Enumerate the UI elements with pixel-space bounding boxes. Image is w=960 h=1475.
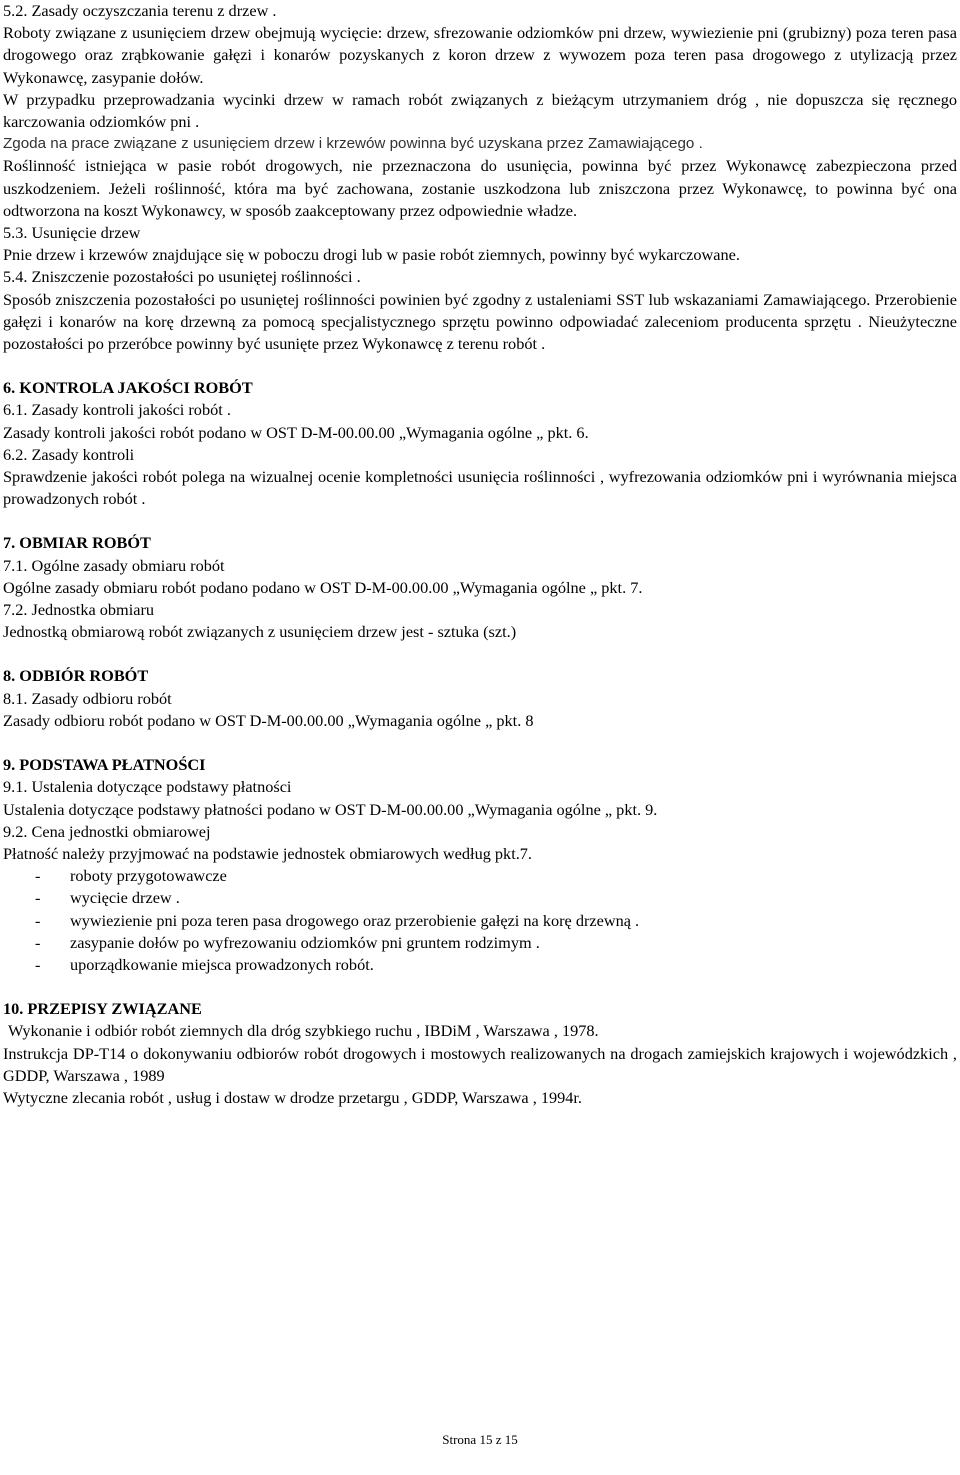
section-9-2-text: Płatność należy przyjmować na podstawie jednostek obmiarowych według pkt.7. bbox=[3, 843, 533, 863]
list-item-text: wywiezienie pni poza teren pasa drogowego oraz przerobienie gałęzi na korę drzewną . bbox=[70, 910, 640, 930]
section-5-2-title: 5.2. Zasady oczyszczania terenu z drzew . bbox=[3, 1, 277, 20]
section-9-heading: 9. PODSTAWA PŁATNOŚCI bbox=[3, 755, 206, 775]
reference-3: Wytyczne zlecania robót , usług i dostaw w drodze przetargu , GDDP, Warszawa , 1994r. bbox=[3, 1087, 582, 1107]
list-item bbox=[3, 954, 957, 976]
reference-1: Wykonanie i odbiór robót ziemnych dla dróg szybkiego ruchu , IBDiM , Warszawa , 1978. bbox=[8, 1021, 599, 1041]
section-5-4-paragraph: Sposób zniszczenia pozostałości po usuniętej roślinności powinien być zgodny z ustaleniami SST lub wskazaniami Zamawiającego. Przerobienie gałęzi i konarów na korę drzewną za pomocą specjalistycznego sprzętu powinno odpowiadać zaleceniom producenta sprzętu . Nieużyteczne pozostałości po przeróbce powinny być usunięte przez Wykonawcę z terenu robót . bbox=[3, 289, 957, 354]
dash-bullet: - bbox=[35, 932, 41, 952]
section-8-1-text: Zasady odbioru robót podano w OST D-M-00.00.00 „Wymagania ogólne „ pkt. 8 bbox=[3, 710, 534, 730]
dash-bullet: - bbox=[35, 888, 41, 908]
section-9-1-text: Ustalenia dotyczące podstawy płatności podano w OST D-M-00.00.00 „Wymagania ogólne „ pkt. 9. bbox=[3, 799, 658, 819]
list-item bbox=[3, 865, 957, 887]
section-6-1-text: Zasady kontroli jakości robót podano w OST D-M-00.00.00 „Wymagania ogólne „ pkt. 6. bbox=[3, 422, 589, 442]
section-5-2-paragraph-3: Zgoda na prace związane z usunięciem drzew i krzewów powinna być uzyskana przez Zamawiającego . bbox=[3, 135, 703, 153]
section-7-1-title: 7.1. Ogólne zasady obmiaru robót bbox=[3, 555, 225, 575]
section-8-heading: 8. ODBIÓR ROBÓT bbox=[3, 666, 149, 686]
section-8-1-title: 8.1. Zasady odbioru robót bbox=[3, 688, 172, 708]
reference-2: Instrukcja DP-T14 o dokonywaniu odbiorów robót drogowych i mostowych realizowanych na drogach zamiejskich krajowych i wojewódzkich , GDDP, Warszawa , 1989 bbox=[3, 1043, 957, 1085]
section-6-1-title: 6.1. Zasady kontroli jakości robót . bbox=[3, 400, 231, 420]
document-page bbox=[3, 0, 957, 1109]
section-6-2-text: Sprawdzenie jakości robót polega na wizualnej ocenie kompletności usunięcia roślinności , wyfrezowania odziomków pni i wyrównania miejsca prowadzonych robót . bbox=[3, 467, 957, 509]
section-9-1-title: 9.1. Ustalenia dotyczące podstawy płatności bbox=[3, 777, 292, 797]
list-item bbox=[3, 932, 957, 954]
section-6-heading: 6. KONTROLA JAKOŚCI ROBÓT bbox=[3, 378, 253, 398]
list-item-text: uporządkowanie miejsca prowadzonych robót. bbox=[70, 954, 374, 974]
dash-bullet: - bbox=[35, 866, 41, 886]
list-item-text: wycięcie drzew . bbox=[70, 888, 180, 908]
section-7-heading: 7. OBMIAR ROBÓT bbox=[3, 533, 151, 553]
section-5-2-paragraph-2: W przypadku przeprowadzania wycinki drzew w ramach robót związanych z bieżącym utrzymaniem dróg , nie dopuszcza się ręcznego karczowania odziomków pni . bbox=[3, 89, 957, 132]
payment-items-list bbox=[3, 865, 957, 976]
dash-bullet: - bbox=[35, 954, 41, 974]
section-5-3-title: 5.3. Usunięcie drzew bbox=[3, 223, 141, 243]
section-7-2-title: 7.2. Jednostka obmiaru bbox=[3, 600, 155, 620]
section-5-4-title: 5.4. Zniszczenie pozostałości po usuniętej roślinności . bbox=[3, 267, 361, 287]
section-5-2-paragraph-1: Roboty związane z usunięciem drzew obejmują wycięcie: drzew, sfrezowanie odziomków pni drzew, wywiezienie pni (grubizny) poza teren pasa drogowego oraz zrąbkowanie gałęzi i konarów pozyskanych z koron drzew z wywozem poza teren pasa drogowego z utylizacją przez Wykonawcę, zasypanie dołów. bbox=[3, 23, 957, 87]
section-5-2-paragraph-4: Roślinność istniejąca w pasie robót drogowych, nie przeznaczona do usunięcia, powinna być przez Wykonawcę zabezpieczona przed uszkodzeniem. Jeżeli roślinność, która ma być zachowana, zostanie uszkodzona lub zniszczona przez Wykonawcę, to powinna być ona odtworzona na koszt Wykonawcy, w sposób zaakceptowany przez odpowiednie władze. bbox=[3, 156, 957, 220]
section-9-2-title: 9.2. Cena jednostki obmiarowej bbox=[3, 821, 211, 841]
dash-bullet: - bbox=[35, 910, 41, 930]
page-number-footer: Strona 15 z 15 bbox=[442, 1432, 518, 1447]
section-10-heading: 10. PRZEPISY ZWIĄZANE bbox=[3, 999, 202, 1019]
section-7-2-text: Jednostką obmiarową robót związanych z usunięciem drzew jest - sztuka (szt.) bbox=[3, 622, 517, 642]
list-item bbox=[3, 910, 957, 932]
list-item-text: roboty przygotowawcze bbox=[70, 866, 227, 886]
list-item bbox=[3, 887, 957, 909]
section-6-2-title: 6.2. Zasady kontroli bbox=[3, 444, 135, 464]
section-5-3-paragraph: Pnie drzew i krzewów znajdujące się w poboczu drogi lub w pasie robót ziemnych, powinny być wykarczowane. bbox=[3, 245, 740, 265]
section-7-1-text: Ogólne zasady obmiaru robót podano podano w OST D-M-00.00.00 „Wymagania ogólne „ pkt. 7. bbox=[3, 577, 643, 597]
list-item-text: zasypanie dołów po wyfrezowaniu odziomków pni gruntem rodzimym . bbox=[70, 932, 540, 952]
